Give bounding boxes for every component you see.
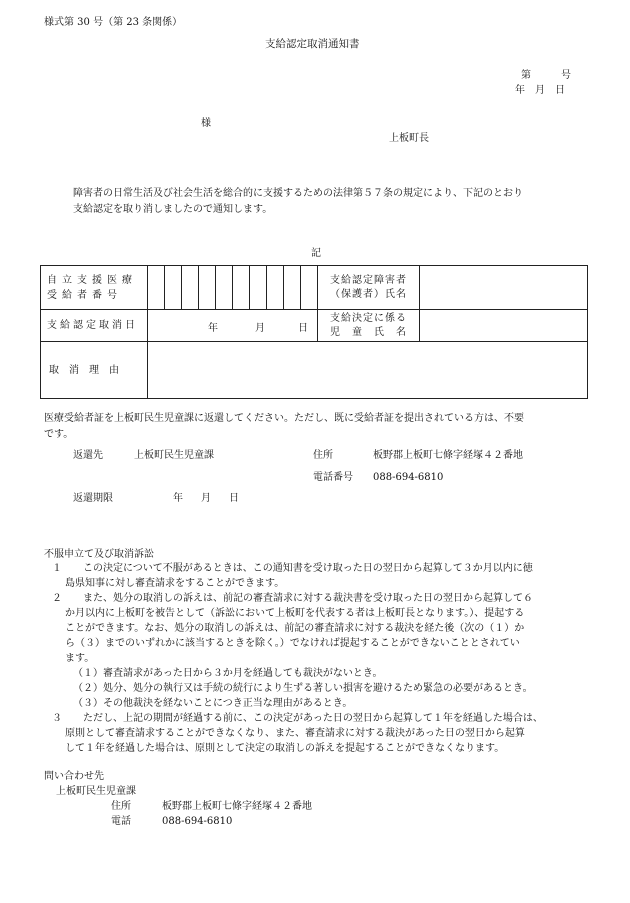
- contact-address: 板野郡上板町七條字経塚４２番地: [162, 801, 312, 812]
- appeal-subitem-3: （３）その他裁決を経ないことにつき正当な理由があるとき。: [73, 698, 353, 709]
- recipient-number-digit[interactable]: [250, 266, 267, 310]
- appeal-number-3: ３: [52, 713, 62, 724]
- recipient-number-label: 自立支援医療 受給者番号: [41, 266, 148, 310]
- appeal-number-1: １: [52, 563, 62, 574]
- return-phone-label: 電話番号: [313, 472, 353, 483]
- appeal-paragraph-1-line: この決定について不服があるときは、この通知書を受け取った日の翌日から起算して３か月以内に徳: [83, 563, 533, 574]
- recipient-number-digit[interactable]: [182, 266, 199, 310]
- recipient-number-digit[interactable]: [148, 266, 165, 310]
- return-phone: 088-694-6810: [373, 472, 444, 483]
- contact-phone: 088-694-6810: [162, 816, 233, 827]
- cancel-date-label: 支給認定取消日: [41, 310, 148, 342]
- child-name-label: 支給決定に係る 児 童 氏 名: [318, 310, 420, 342]
- appeal-paragraph-3-line: ただし、上記の期間が経過する前に、この決定があった日の翌日から起算して１年を経過した場合は、: [83, 713, 543, 724]
- appeal-heading: 不服申立て及び取消訴訟: [44, 549, 154, 560]
- return-deadline-day: 日: [229, 493, 239, 504]
- patient-name-label: 支給認定障害者 （保護者）氏名: [318, 266, 420, 310]
- contact-address-label: 住所: [111, 801, 131, 812]
- details-table: [40, 265, 588, 399]
- patient-name-field[interactable]: [420, 266, 588, 310]
- return-note-line-1: 医療受給者証を上板町民生児童課に返還してください。ただし、既に受給者証を提出されている方は、不要: [44, 413, 524, 424]
- appeal-paragraph-2-line: ます。: [65, 653, 95, 664]
- reason-label: 取 消 理 由: [41, 342, 148, 399]
- return-deadline-label: 返還期限: [73, 493, 113, 504]
- table-row: [41, 266, 588, 310]
- recipient-number-digit[interactable]: [216, 266, 233, 310]
- intro-line-2: 支給認定を取り消しましたので通知します。: [73, 204, 273, 215]
- contact-department: 上板町民生児童課: [56, 786, 136, 797]
- appeal-subitem-1: （１）審査請求があった日から３か月を経過しても裁決がないとき。: [73, 668, 383, 679]
- recipient-number-digit[interactable]: [267, 266, 284, 310]
- appeal-number-2: ２: [52, 593, 62, 604]
- appeal-subitem-2: （２）処分、処分の執行又は手続の続行により生ずる著しい損害を避けるため緊急の必要があるとき。: [73, 683, 533, 694]
- cancel-date-field[interactable]: 年 月 日: [148, 310, 318, 342]
- document-number: 第 号: [521, 70, 571, 81]
- return-address: 板野郡上板町七條字経塚４２番地: [373, 450, 523, 461]
- recipient-number-digit[interactable]: [284, 266, 301, 310]
- recipient-number-digit[interactable]: [233, 266, 250, 310]
- form-number: 様式第 30 号（第 23 条関係）: [44, 17, 183, 28]
- contact-heading: 問い合わせ先: [44, 771, 104, 782]
- document-date: 年 月 日: [515, 85, 565, 96]
- appeal-paragraph-2-line: また、処分の取消しの訴えは、前記の審査請求に対する裁決書を受け取った日の翌日から起算して６: [83, 593, 533, 604]
- appeal-paragraph-2-line: ら（３）までのいずれかに該当するときを除く。）でなければ提起することができないこととされてい: [65, 638, 520, 649]
- appeal-paragraph-1-line: 島県知事に対し審査請求をすることができます。: [65, 578, 285, 589]
- appeal-paragraph-3-line: して１年を経過した場合は、原則として決定の取消しの訴えを提起することができなくなります。: [65, 743, 505, 754]
- return-address-label: 住所: [313, 450, 333, 461]
- return-note-line-2: です。: [44, 429, 74, 440]
- recipient-number-digit[interactable]: [165, 266, 182, 310]
- return-destination-label: 返還先: [73, 450, 103, 461]
- recipient-number-digit[interactable]: [301, 266, 318, 310]
- recipient-number-digit[interactable]: [199, 266, 216, 310]
- appeal-paragraph-3-line: 原則として審査請求することができなくなり、また、審査請求に対する裁決があった日の翌日から起算: [65, 728, 525, 739]
- issuer: 上板町長: [389, 133, 429, 144]
- ki-label: 記: [311, 248, 321, 259]
- appeal-paragraph-2-line: ことができます。なお、処分の取消しの訴えは、前記の審査請求に対する裁決を経た後（次の（１）か: [65, 623, 525, 634]
- appeal-paragraph-2-line: か月以内に上板町を被告として（訴訟において上板町を代表する者は上板町長となります。）、提起する: [65, 608, 525, 619]
- intro-line-1: 障害者の日常生活及び社会生活を総合的に支援するための法律第５７条の規定により、下記のとおり: [73, 188, 523, 199]
- table-row: [41, 342, 588, 399]
- return-deadline-month: 月: [201, 493, 211, 504]
- document-title: 支給認定取消通知書: [265, 38, 360, 50]
- reason-field[interactable]: [148, 342, 588, 399]
- child-name-field[interactable]: [420, 310, 588, 342]
- table-row: [41, 310, 588, 342]
- return-destination: 上板町民生児童課: [134, 450, 214, 461]
- addressee-suffix: 様: [201, 118, 211, 129]
- return-deadline-year: 年: [173, 493, 183, 504]
- contact-phone-label: 電話: [111, 816, 131, 827]
